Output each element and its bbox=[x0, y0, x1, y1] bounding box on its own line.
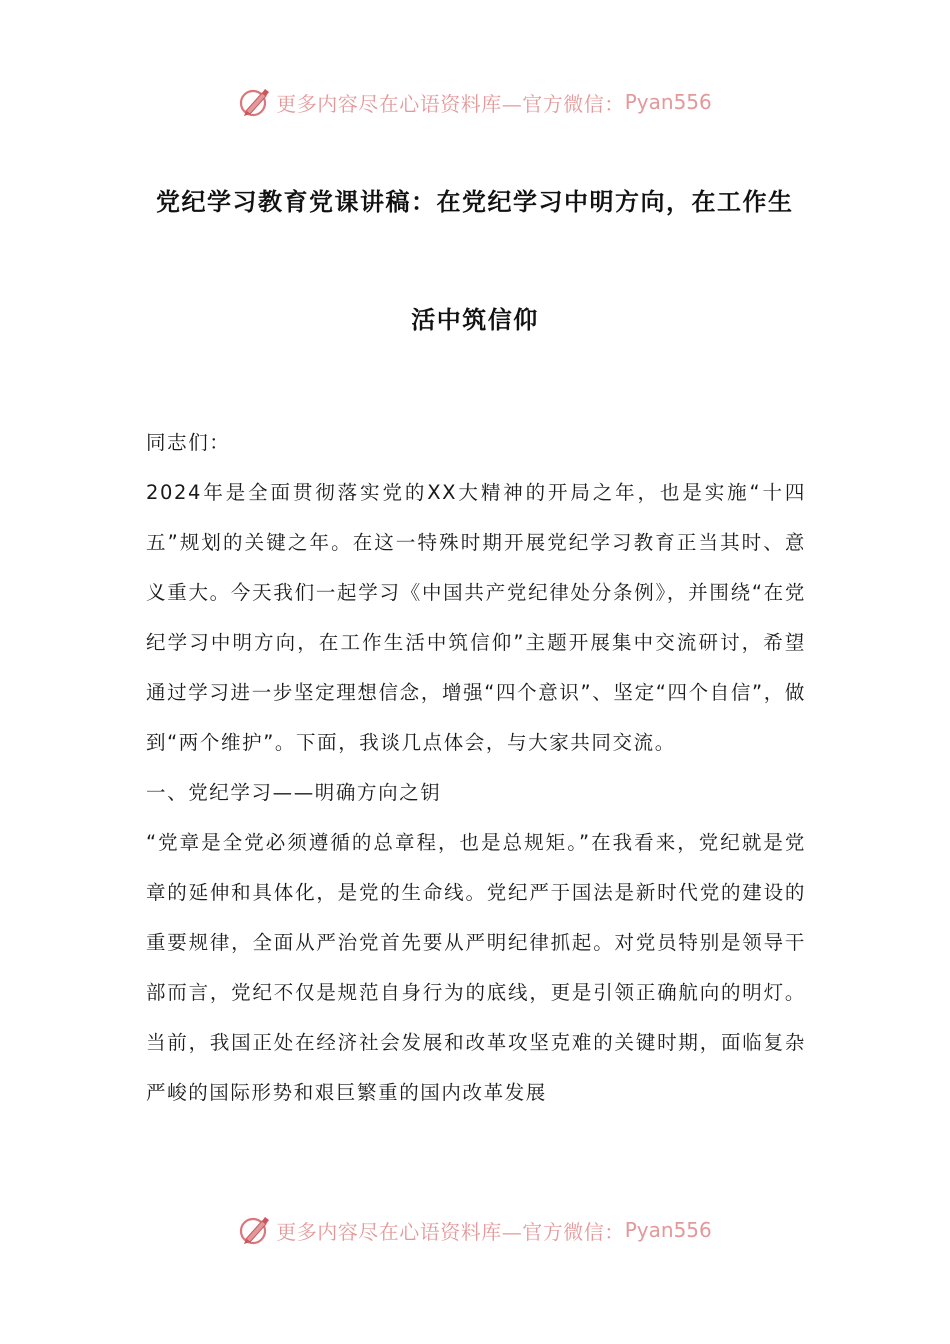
section-heading: 一、党纪学习——明确方向之钥 bbox=[146, 781, 442, 804]
footer-watermark bbox=[0, 1210, 950, 1250]
paragraph: “党章是全党必须遵循的总章程，也是总规矩。”在我看来，党纪就是党章的延伸和具体化，是党的生命线。党纪严于国法是新时代党的建设的重要规律，全面从严治党首先要从严明纪律抓起。对党员特别是领导干部而言，党纪不仅是规范自身行为的底线，更是引领正确航向的明灯。当前，我国正处在经济社会发展和改革攻坚克难的关键时期，面临复杂严峻的国际形势和艰巨繁重的国内改革发展 bbox=[146, 831, 806, 1104]
header-watermark bbox=[0, 82, 950, 122]
watermark-text: 更多内容尽在心语资料库—官方微信： bbox=[276, 91, 625, 116]
document-body bbox=[146, 418, 806, 1118]
page-title-line-2: 活中筑信仰 bbox=[411, 306, 539, 334]
watermark-wechat-id: Pyan556 bbox=[624, 90, 712, 114]
pen-logo-icon bbox=[238, 1213, 272, 1247]
pen-logo-icon bbox=[238, 85, 272, 119]
watermark-text: 更多内容尽在心语资料库—官方微信： bbox=[276, 1219, 625, 1244]
page-title-line-1: 党纪学习教育党课讲稿：在党纪学习中明方向，在工作生 bbox=[156, 188, 794, 216]
paragraph: 2024年是全面贯彻落实党的XX大精神的开局之年，也是实施“十四五”规划的关键之年。在这一特殊时期开展党纪学习教育正当其时、意义重大。今天我们一起学习《中国共产党纪律处分条例》，并围绕“在党纪学习中明方向，在工作生活中筑信仰”主题开展集中交流研讨，希望通过学习进一步坚定理想信念，增强“四个意识”、坚定“四个自信”，做到“两个维护”。下面，我谈几点体会，与大家共同交流。 bbox=[146, 481, 806, 754]
watermark-wechat-id: Pyan556 bbox=[624, 1218, 712, 1242]
salutation: 同志们： bbox=[146, 431, 231, 454]
